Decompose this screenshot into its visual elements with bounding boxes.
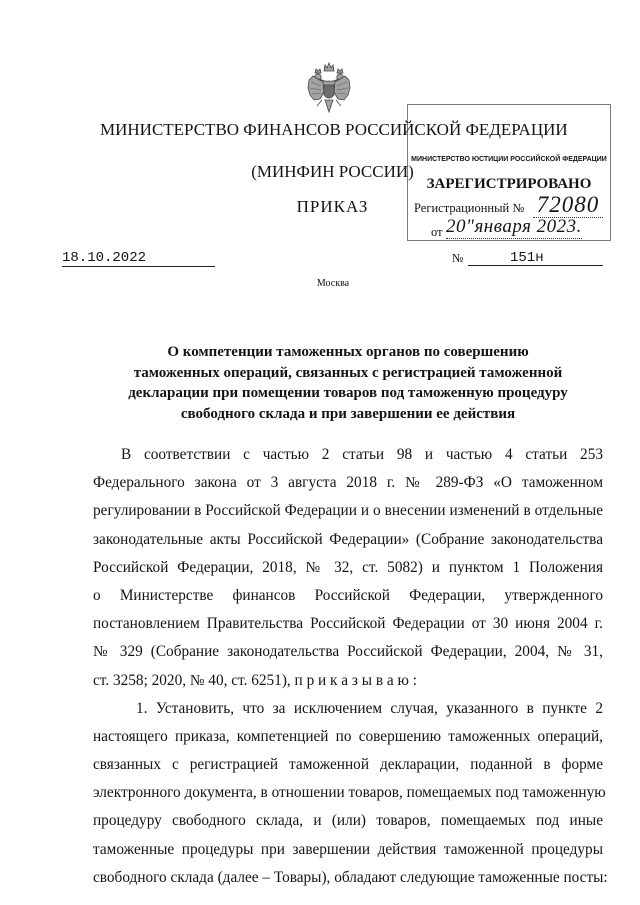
body-line: регулировании в Российской Федерации и о внесении изменений в отдельные (93, 502, 603, 520)
document-body (93, 441, 608, 892)
title-line: О компетенции таможенных органов по совершению (167, 344, 529, 360)
body-line: электронного документа, в отношении товаров, помещаемых под таможенную (93, 784, 606, 802)
body-line: 1. Установить, что за исключением случая, указанного в пункте 2 (136, 699, 603, 717)
city: Москва (316, 278, 350, 289)
body-line: процедуру свободного склада, и (или) товаров, помещаемых под иные (93, 812, 603, 830)
body-line: о Министерстве финансов Российской Федерации, утвержденного (93, 586, 603, 604)
title-line: декларации при помещении товаров под таможенную процедуру (128, 385, 568, 401)
ministry-name: МИНИСТЕРСТВО ФИНАНСОВ РОССИЙСКОЙ ФЕДЕРАЦИИ (100, 120, 568, 139)
ministry-short-name: (МИНФИН РОССИИ) (251, 162, 414, 181)
stamp-status: ЗАРЕГИСТРИРОВАНО (426, 176, 592, 192)
stamp-date-label: от (431, 225, 443, 239)
stamp-registration-label: Регистрационный № (414, 201, 525, 215)
body-line: ст. 3258; 2020, № 40, ст. 6251), п р и к а з ы в а ю : (93, 671, 418, 689)
stamp-organization: МИНИСТЕРСТВО ЮСТИЦИИ РОССИЙСКОЙ ФЕДЕРАЦИИ (411, 156, 607, 163)
stamp-registration-number: 72080 (533, 193, 603, 218)
body-line: Российской Федерации, 2018, № 32, ст. 5082) и пунктом 1 Положения (93, 558, 603, 576)
coat-of-arms-icon (305, 62, 353, 118)
document-type: ПРИКАЗ (296, 197, 369, 216)
body-line: Федерального закона от 3 августа 2018 г. № 289-ФЗ «О таможенном (93, 474, 603, 492)
document-title (93, 342, 603, 424)
body-line: № 329 (Собрание законодательства Российской Федерации, 2004, № 31, (93, 643, 603, 661)
order-date: 18.10.2022 (62, 250, 215, 267)
body-line: законодательные акты Российской Федерации» (Собрание законодательства (93, 530, 603, 548)
body-line: постановлением Правительства Российской Федерации от 30 июня 2004 г. (93, 615, 603, 633)
body-line: свободного склада (далее – Товары), обладают следующие таможенные посты: (93, 868, 608, 886)
title-line: таможенных операций, связанных с регистрацией таможенной (133, 364, 563, 381)
body-line: В соответствии с частью 2 статьи 98 и частью 4 статьи 253 (121, 446, 603, 463)
body-line: настоящего приказа, компетенцией по совершению таможенных операций, (93, 727, 603, 745)
order-number-label: № (452, 251, 464, 265)
title-line: свободного склада и при завершении ее действия (180, 405, 516, 422)
body-line: таможенные процедуры при завершении действия таможенной процедуры (93, 840, 603, 858)
order-number: 151н (468, 250, 603, 266)
body-line: связанных с регистрацией таможенной декларации, поданной в форме (93, 756, 603, 774)
stamp-date-value: 20"января 2023. (446, 216, 582, 237)
